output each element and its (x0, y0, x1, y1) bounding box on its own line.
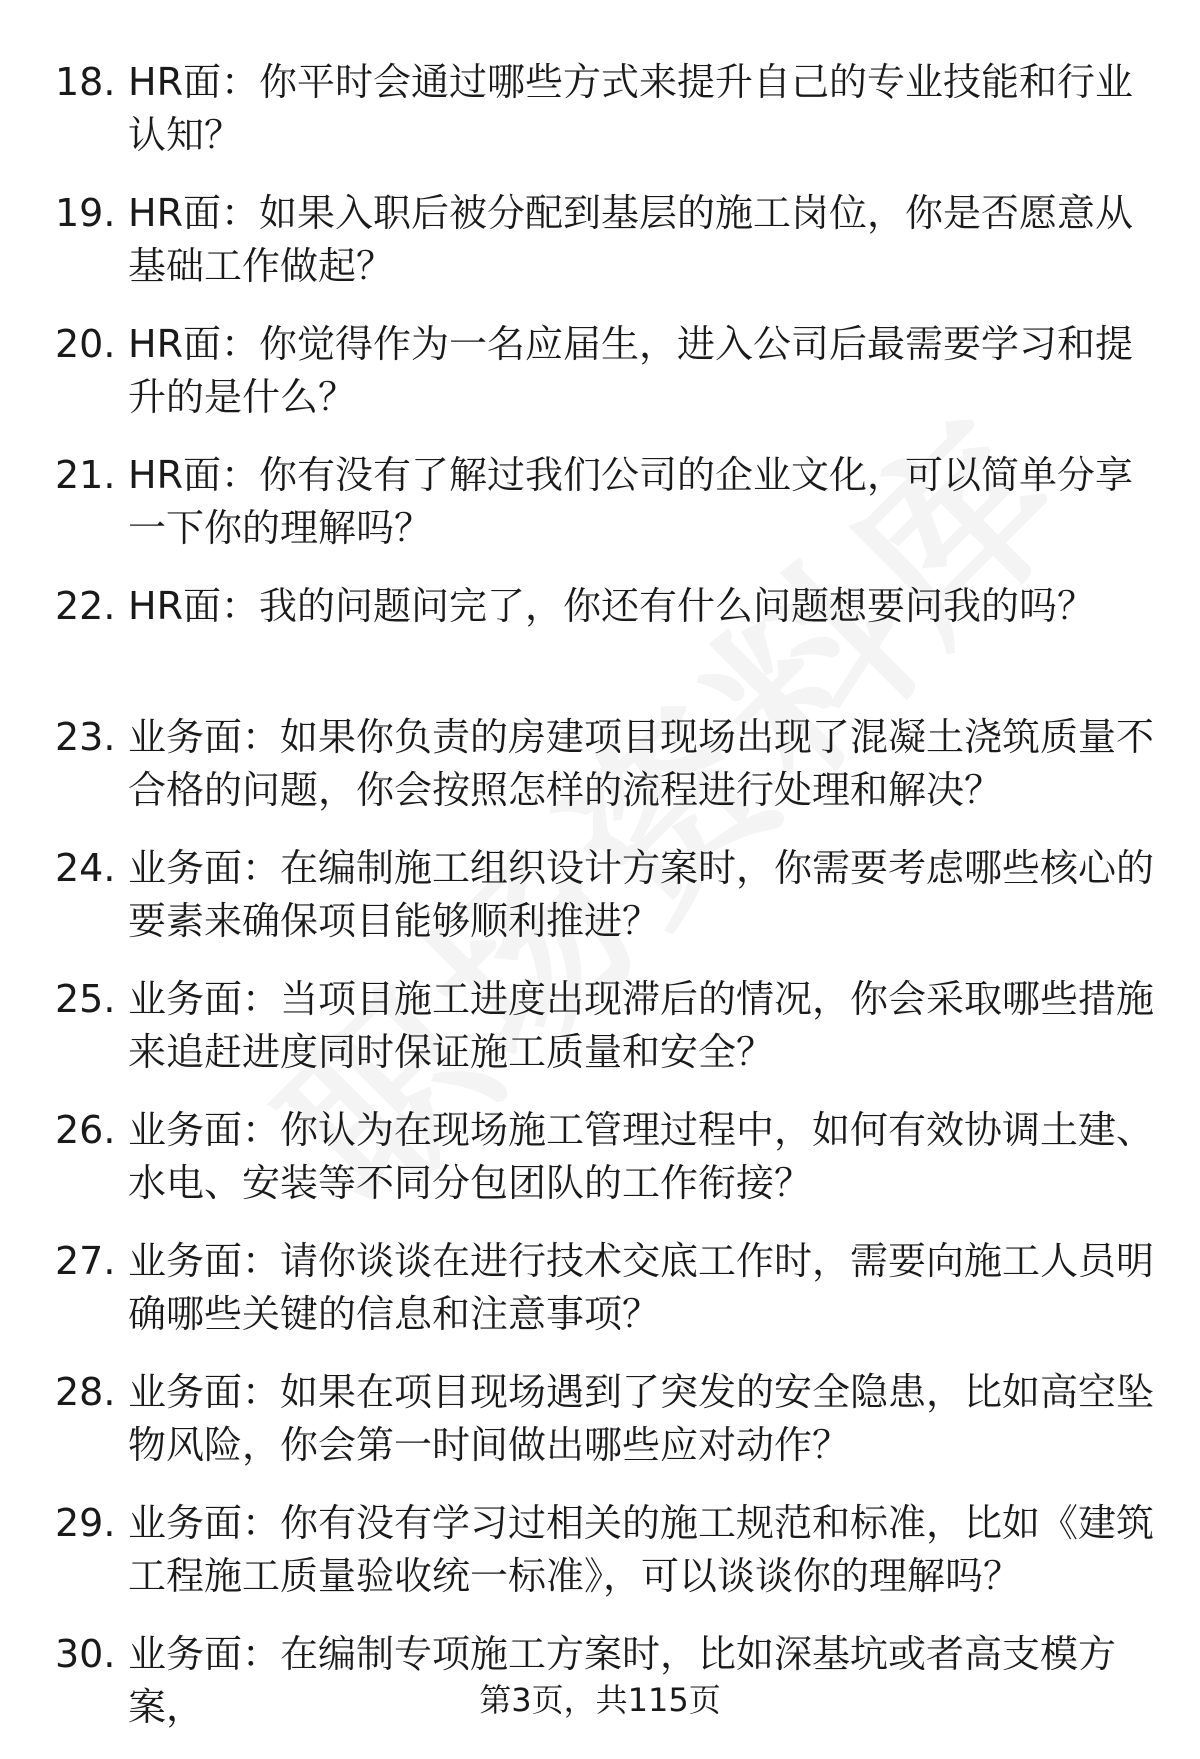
question-number: 25. (55, 977, 116, 1021)
question-number: 18. (55, 60, 116, 104)
list-item (0, 842, 1200, 973)
question-number: 30. (55, 1632, 116, 1676)
question-text: HR面：你有没有了解过我们公司的企业文化，可以简单分享一下你的理解吗？ (128, 453, 1133, 550)
list-item (0, 1366, 1200, 1497)
list-item (0, 973, 1200, 1104)
question-text: HR面：如果入职后被分配到基层的施工岗位，你是否愿意从基础工作做起？ (128, 191, 1133, 288)
question-text: HR面：我的问题问完了，你还有什么问题想要问我的吗？ (128, 584, 1095, 628)
question-number: 29. (55, 1501, 116, 1545)
question-number: 28. (55, 1370, 116, 1414)
question-number: 21. (55, 453, 116, 497)
question-text: 业务面：请你谈谈在进行技术交底工作时，需要向施工人员明确哪些关键的信息和注意事项？ (128, 1239, 1155, 1336)
list-item (0, 711, 1200, 842)
question-number: 19. (55, 191, 116, 235)
question-text: 业务面：当项目施工进度出现滞后的情况，你会采取哪些措施来追赶进度同时保证施工质量和安全？ (128, 977, 1155, 1074)
list-item (0, 1497, 1200, 1628)
question-number: 20. (55, 322, 116, 366)
question-text: HR面：你平时会通过哪些方式来提升自己的专业技能和行业认知？ (128, 60, 1133, 157)
question-text: 业务面：如果你负责的房建项目现场出现了混凝土浇筑质量不合格的问题，你会按照怎样的流程进行处理和解决？ (128, 715, 1155, 812)
question-text: 业务面：在编制施工组织设计方案时，你需要考虑哪些核心的要素来确保项目能够顺利推进？ (128, 846, 1155, 943)
question-number: 22. (55, 584, 116, 628)
question-number: 23. (55, 715, 116, 759)
page-footer: 第3页，共115页 (479, 1681, 721, 1719)
question-number: 27. (55, 1239, 116, 1283)
list-item (0, 580, 1200, 711)
list-item (0, 56, 1200, 187)
list-item (0, 1104, 1200, 1235)
question-number: 26. (55, 1108, 116, 1152)
list-item (0, 187, 1200, 318)
question-text: HR面：你觉得作为一名应届生，进入公司后最需要学习和提升的是什么？ (128, 322, 1133, 419)
question-text: 业务面：你认为在现场施工管理过程中，如何有效协调土建、水电、安装等不同分包团队的工作衔接？ (128, 1108, 1155, 1205)
question-text: 业务面：如果在项目现场遇到了突发的安全隐患，比如高空坠物风险，你会第一时间做出哪些应对动作？ (128, 1370, 1155, 1467)
question-list (0, 56, 1200, 1759)
question-text: 业务面：在编制专项施工方案时，比如深基坑或者高支模方案， (128, 1632, 1117, 1729)
list-item (0, 318, 1200, 449)
question-number: 24. (55, 846, 116, 890)
list-item (0, 449, 1200, 580)
list-item (0, 1235, 1200, 1366)
question-text: 业务面：你有没有学习过相关的施工规范和标准，比如《建筑工程施工质量验收统一标准》，可以谈谈你的理解吗？ (128, 1501, 1155, 1598)
